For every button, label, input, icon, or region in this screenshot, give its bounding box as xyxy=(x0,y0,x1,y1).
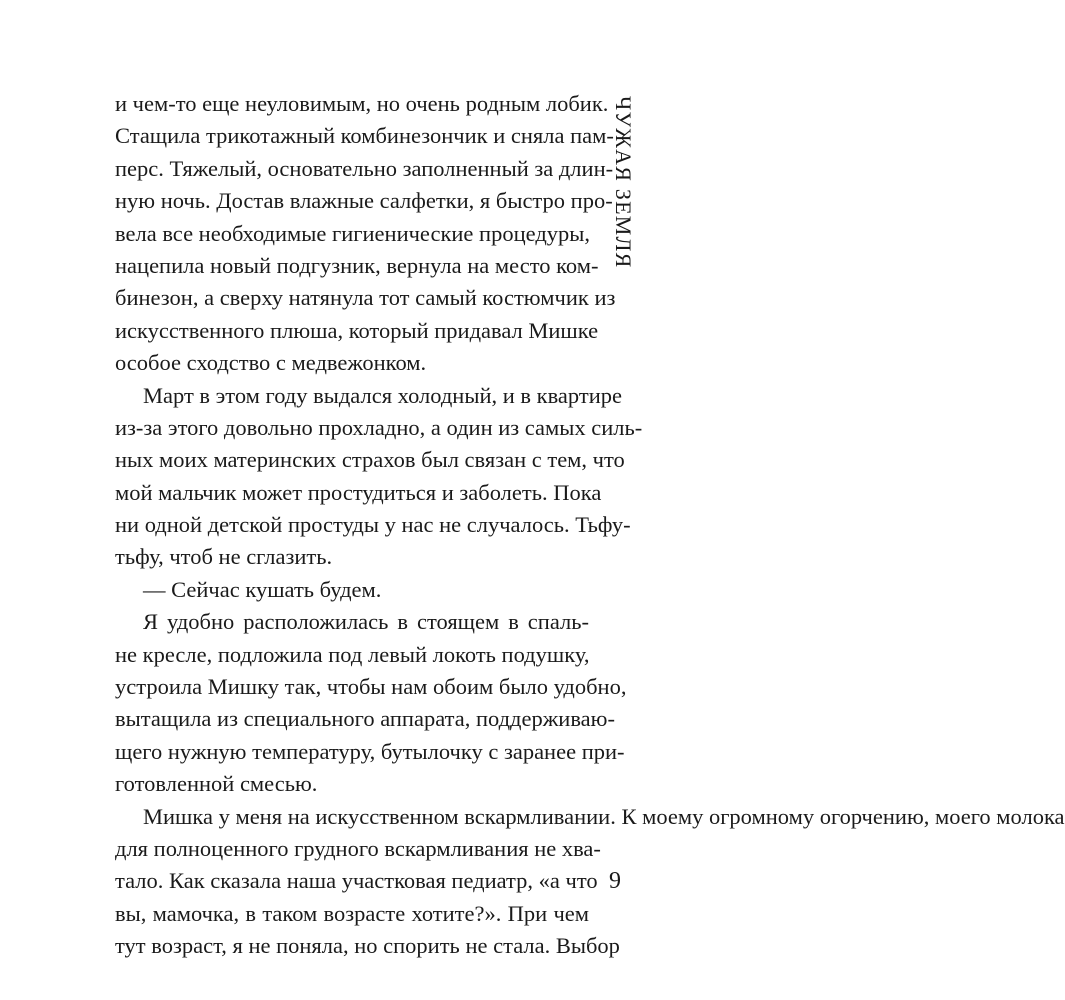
text-line: готовленной смесью. xyxy=(115,771,318,797)
text-line: тало. Как сказала наша участковая педиатр, «а что xyxy=(115,868,598,894)
page-number: 9 xyxy=(609,868,621,894)
text-line: для полноценного грудного вскармливания не хва- xyxy=(115,835,601,861)
text-line: и чем-то еще неуловимым, но очень родным лобик. xyxy=(115,91,609,116)
text-line: Март в этом году выдался холодный, и в квартире xyxy=(143,382,622,408)
text-line: нацепила новый подгузник, вернула на место ком- xyxy=(115,252,599,278)
text-line: тьфу, чтоб не сглазить. xyxy=(115,544,333,570)
text-line: щего нужную температуру, бутылочку с заранее при- xyxy=(115,738,625,764)
text-line: вы, мамочка, в таком возрасте хотите?». При чем xyxy=(115,900,589,926)
dialogue-line: — Сейчас кушать будем. xyxy=(143,576,382,602)
text-line: вытащила из специального аппарата, поддерживаю- xyxy=(115,706,615,732)
text-line: устроила Мишку так, чтобы нам обоим было удобно, xyxy=(115,674,627,700)
text-line: перс. Тяжелый, основательно заполненный за длин- xyxy=(115,155,614,181)
text-line: бинезон, а сверху натянула тот самый костюмчик из xyxy=(115,285,616,311)
text-line: Мишка у меня на искусственном вскармливании. К моему огромному огорчению, моего молока xyxy=(143,803,1065,829)
text-line: тут возраст, я не поняла, но спорить не стала. Выбор xyxy=(115,933,620,959)
text-line: ных моих материнских страхов был связан с тем, что xyxy=(115,447,625,473)
text-line: особое сходство с медвежонком. xyxy=(115,350,427,376)
text-line: из-за этого довольно прохладно, а один из самых силь- xyxy=(115,414,643,440)
text-line: Стащила трикотажный комбинезончик и сняла пам- xyxy=(115,123,614,149)
text-line: мой мальчик может простудиться и заболеть. Пока xyxy=(115,479,602,505)
running-head: ЧУЖАЯ ЗЕМЛЯ xyxy=(611,96,636,269)
text-line: ни одной детской простуды у нас не случалось. Тьфу- xyxy=(115,512,631,538)
text-line: Я удобно расположилась в стоящем в спаль- xyxy=(143,609,589,635)
text-line: вела все необходимые гигиенические процедуры, xyxy=(115,220,591,246)
text-line: не кресле, подложила под левый локоть подушку, xyxy=(115,641,590,667)
text-line: ную ночь. Достав влажные салфетки, я быстро про- xyxy=(115,188,613,214)
text-line: искусственного плюша, который придавал Мишке xyxy=(115,317,599,343)
